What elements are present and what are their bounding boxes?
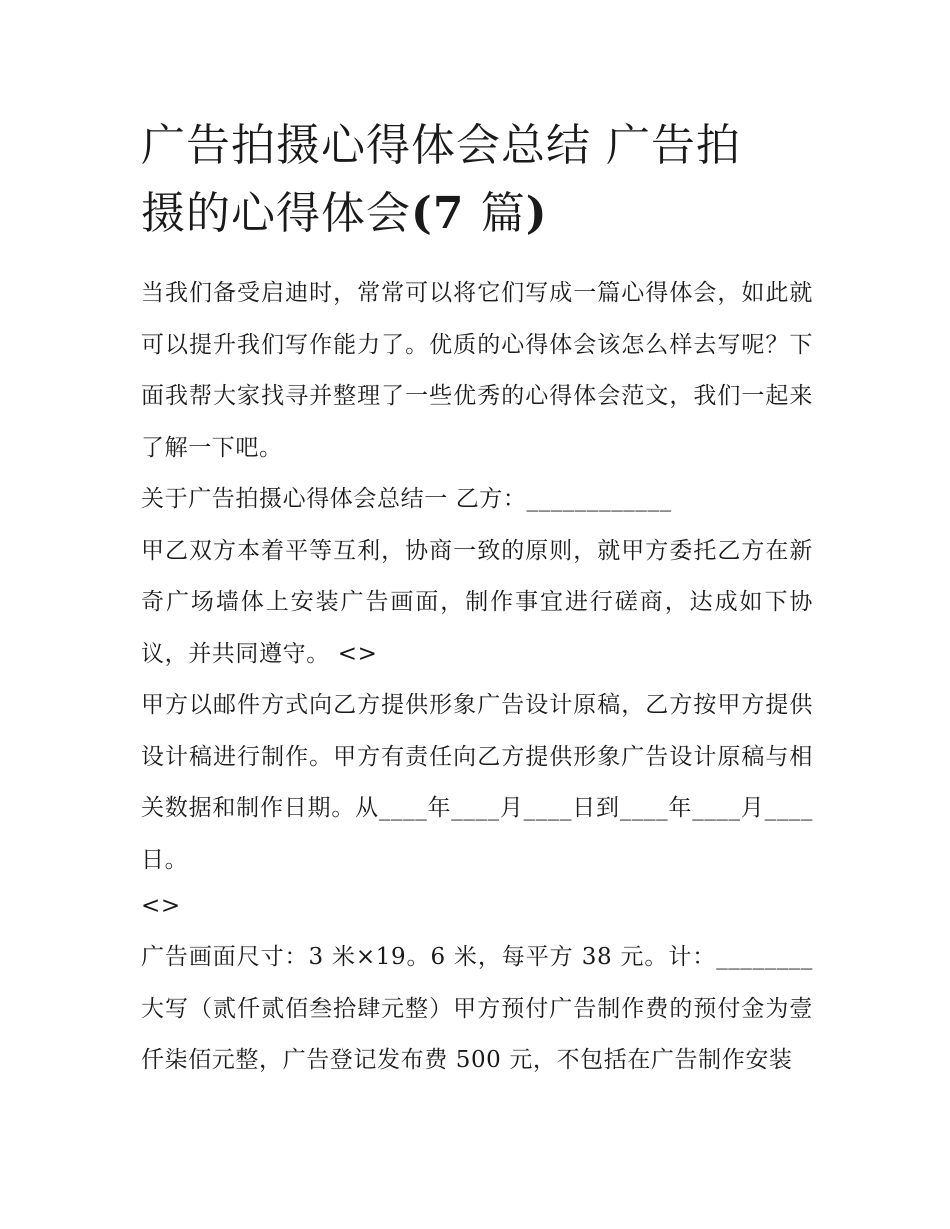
- marker-paragraph: <>: [141, 893, 181, 919]
- title-article-count: (7: [411, 188, 481, 239]
- agreement-paragraph: 甲乙双方本着平等互利，协商一致的原则，就甲方委托乙方在新奇广场墙体上安装广告画面，制作事宜进行磋商，达成如下协议，并共同遵守。 <>: [141, 537, 813, 667]
- title-line-2-prefix: 摄的心得体会: [141, 188, 411, 239]
- title-article-unit: 篇: [480, 188, 526, 239]
- design-paragraph: 甲方以邮件方式向乙方提供形象广告设计原稿，乙方按甲方提供设计稿进行制作。甲方有责任向乙方提供形象广告设计原稿与相关数据和制作日期。从____年____月____日到____年____月____日。: [141, 692, 813, 873]
- document-title: [141, 112, 813, 248]
- intro-paragraph: 当我们备受启迪时，常常可以将它们写成一篇心得体会，如此就可以提升我们写作能力了。优质的心得体会该怎么样去写呢？下面我帮大家找寻并整理了一些优秀的心得体会范文，我们一起来了解一下吧。: [141, 280, 813, 461]
- size-cost-paragraph: 广告画面尺寸：3 米×19。6 米，每平方 38 元。计：________大写（贰仟贰佰叁拾肆元整）甲方预付广告制作费的预付金为壹仟柒佰元整，广告登记发布费 500 元，不包括在广告制作安装: [141, 944, 813, 1073]
- document-page: [141, 112, 813, 1087]
- title-closing-paren: ): [525, 188, 548, 239]
- title-line-1: 广告拍摄心得体会总结 广告拍: [141, 120, 741, 171]
- section-heading-paragraph: 关于广告拍摄心得体会总结一 乙方：____________: [141, 486, 672, 512]
